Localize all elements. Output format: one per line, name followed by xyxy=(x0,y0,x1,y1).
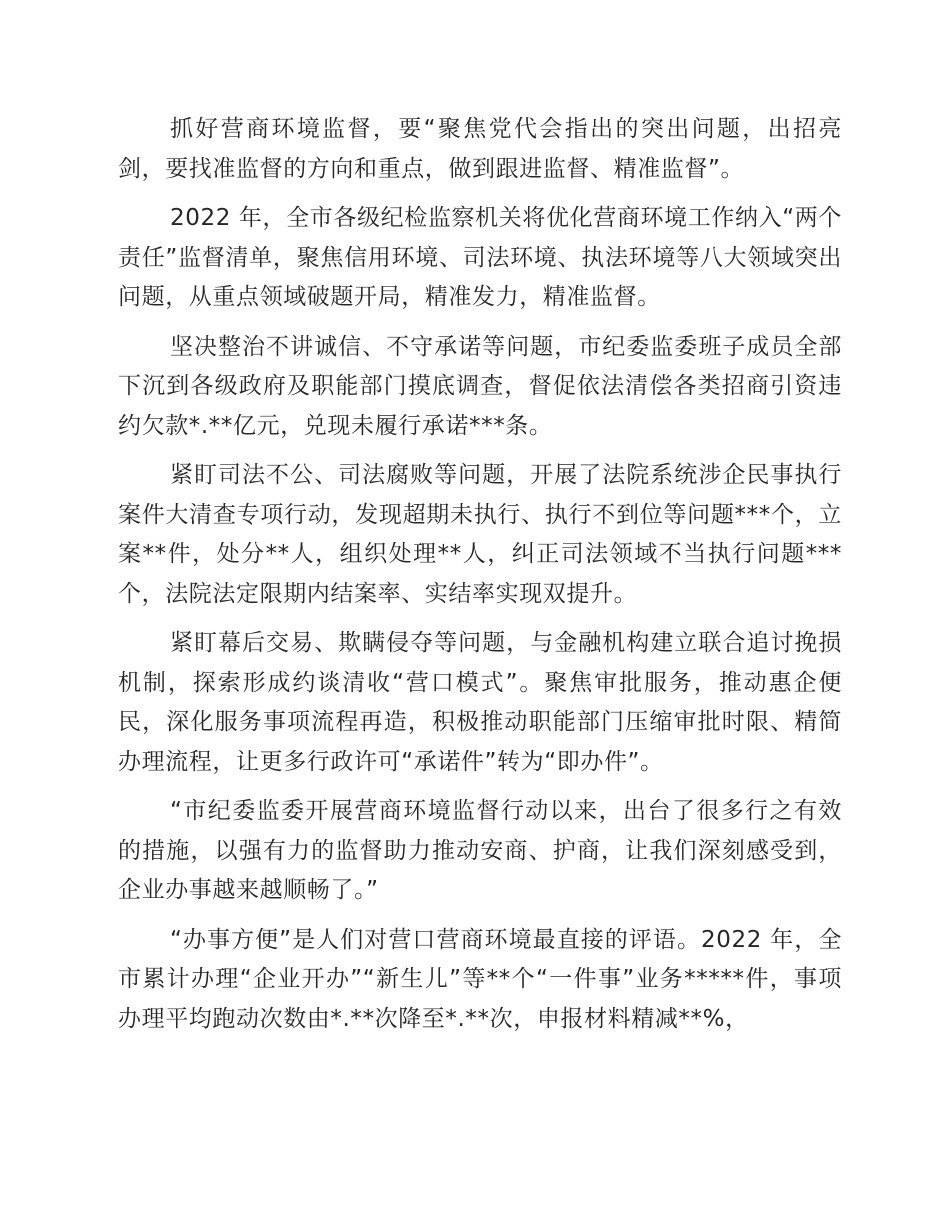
document-body xyxy=(118,110,842,1049)
paragraph-integrity-rectification: 坚决整治不讲诚信、不守承诺等问题，市纪委监委班子成员全部下沉到各级政府及职能部门摸底调查，督促依法清偿各类招商引资违约欠款*.**亿元，兑现未履行承诺***条。 xyxy=(118,333,842,439)
paragraph-financial-recovery-approval: 紧盯幕后交易、欺瞒侵夺等问题，与金融机构建立联合追讨挽损机制，探索形成约谈清收“营口模式”。聚焦审批服务，推动惠企便民，深化服务事项流程再造，积极推动职能部门压缩审批时限、精简办理流程，让更多行政许可“承诺件”转为“即办件”。 xyxy=(118,630,842,775)
paragraph-enterprise-quote: “市纪委监委开展营商环境监督行动以来，出台了很多行之有效的措施，以强有力的监督助力推动安商、护商，让我们深刻感受到，企业办事越来越顺畅了。” xyxy=(118,798,842,903)
paragraph-convenience-results: “办事方便”是人们对营口营商环境最直接的评语。2022 年，全市累计办理“企业开办”“新生儿”等**个“一件事”业务*****件，事项办理平均跑动次数由*.**次降至*.**次，申报材料精减**%， xyxy=(118,926,842,1032)
paragraph-judicial-inspection: 紧盯司法不公、司法腐败等问题，开展了法院系统涉企民事执行案件大清查专项行动，发现超期未执行、执行不到位等问题***个，立案**件，处分**人，组织处理**人，纠正司法领域不当执行问题***个，法院法定限期内结案率、实结率实现双提升。 xyxy=(118,462,842,607)
paragraph-business-environment-supervision: 抓好营商环境监督，要“聚焦党代会指出的突出问题，出招亮剑，要找准监督的方向和重点，做到跟进监督、精准监督”。 xyxy=(118,116,842,182)
paragraph-2022-responsibility-list: 2022 年，全市各级纪检监察机关将优化营商环境工作纳入“两个责任”监督清单，聚焦信用环境、司法环境、执法环境等八大领域突出问题，从重点领域破题开局，精准发力，精准监督。 xyxy=(118,205,842,310)
